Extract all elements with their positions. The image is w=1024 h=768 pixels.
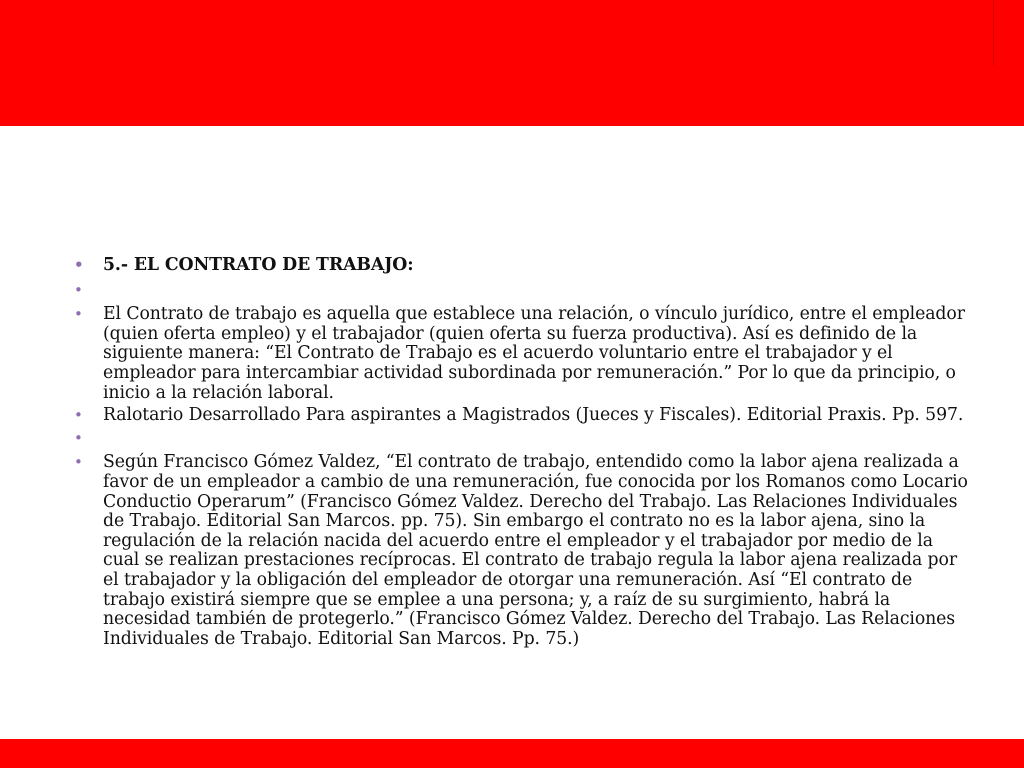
bullet-dot-icon: • [74,280,83,299]
bullet-item-empty [74,281,974,301]
bullet-dot-icon: • [74,256,84,274]
citation-paragraph: Ralotario Desarrollado Para aspirantes a Magistrados (Jueces y Fiscales). Editorial Praxis. Pp. 597. [103,405,964,426]
top-red-band [0,0,1024,126]
band-edge-line [993,0,994,66]
bottom-red-band [0,739,1024,768]
bullet-item-definition [74,305,974,403]
bullet-list [74,256,974,649]
bullet-dot-icon: • [74,428,83,447]
bullet-item-empty [74,429,974,449]
bullet-item-heading [74,256,974,276]
bullet-item-gomez-valdez [74,453,974,649]
section-heading: 5.- EL CONTRATO DE TRABAJO: [103,255,414,275]
slide-content [74,256,974,652]
definition-paragraph: El Contrato de trabajo es aquella que establece una relación, o vínculo jurídico, entre el empleador (quien oferta empleo) y el trabajador (quien oferta su fuerza productiva). Así es definido de la siguiente manera: “El Contrato de Trabajo es el acuerdo voluntario entre el trabajador y el empleador para intercambiar actividad subordinada por remuneración.” Por lo que da principio, o inicio a la relación laboral. [103,304,965,403]
bullet-dot-icon: • [74,406,83,425]
bullet-dot-icon: • [74,453,83,472]
bullet-item-citation [74,406,974,426]
bullet-dot-icon: • [74,305,83,324]
gomez-valdez-paragraph: Según Francisco Gómez Valdez, “El contrato de trabajo, entendido como la labor ajena realizada a favor de un empleador a cambio de una remuneración, fue conocida por los Romanos como Locario Conductio Operarum” (Francisco Gómez Valdez. Derecho del Trabajo. Las Relaciones Individuales de Trabajo. Editorial San Marcos. pp. 75). Sin embargo el contrato no es la labor ajena, sino la regulación de la relación nacida del acuerdo entre el empleador y el trabajador por medio de la cual se realizan prestaciones recíprocas. El contrato de trabajo regula la labor ajena realizada por el trabajador y la obligación del empleador de otorgar una remuneración. Así “El contrato de trabajo existirá siempre que se emplee a una persona; y, a raíz de su surgimiento, habrá la necesidad también de protegerlo.” (Francisco Gómez Valdez. Derecho del Trabajo. Las Relaciones Individuales de Trabajo. Editorial San Marcos. Pp. 75.) [103,452,968,649]
